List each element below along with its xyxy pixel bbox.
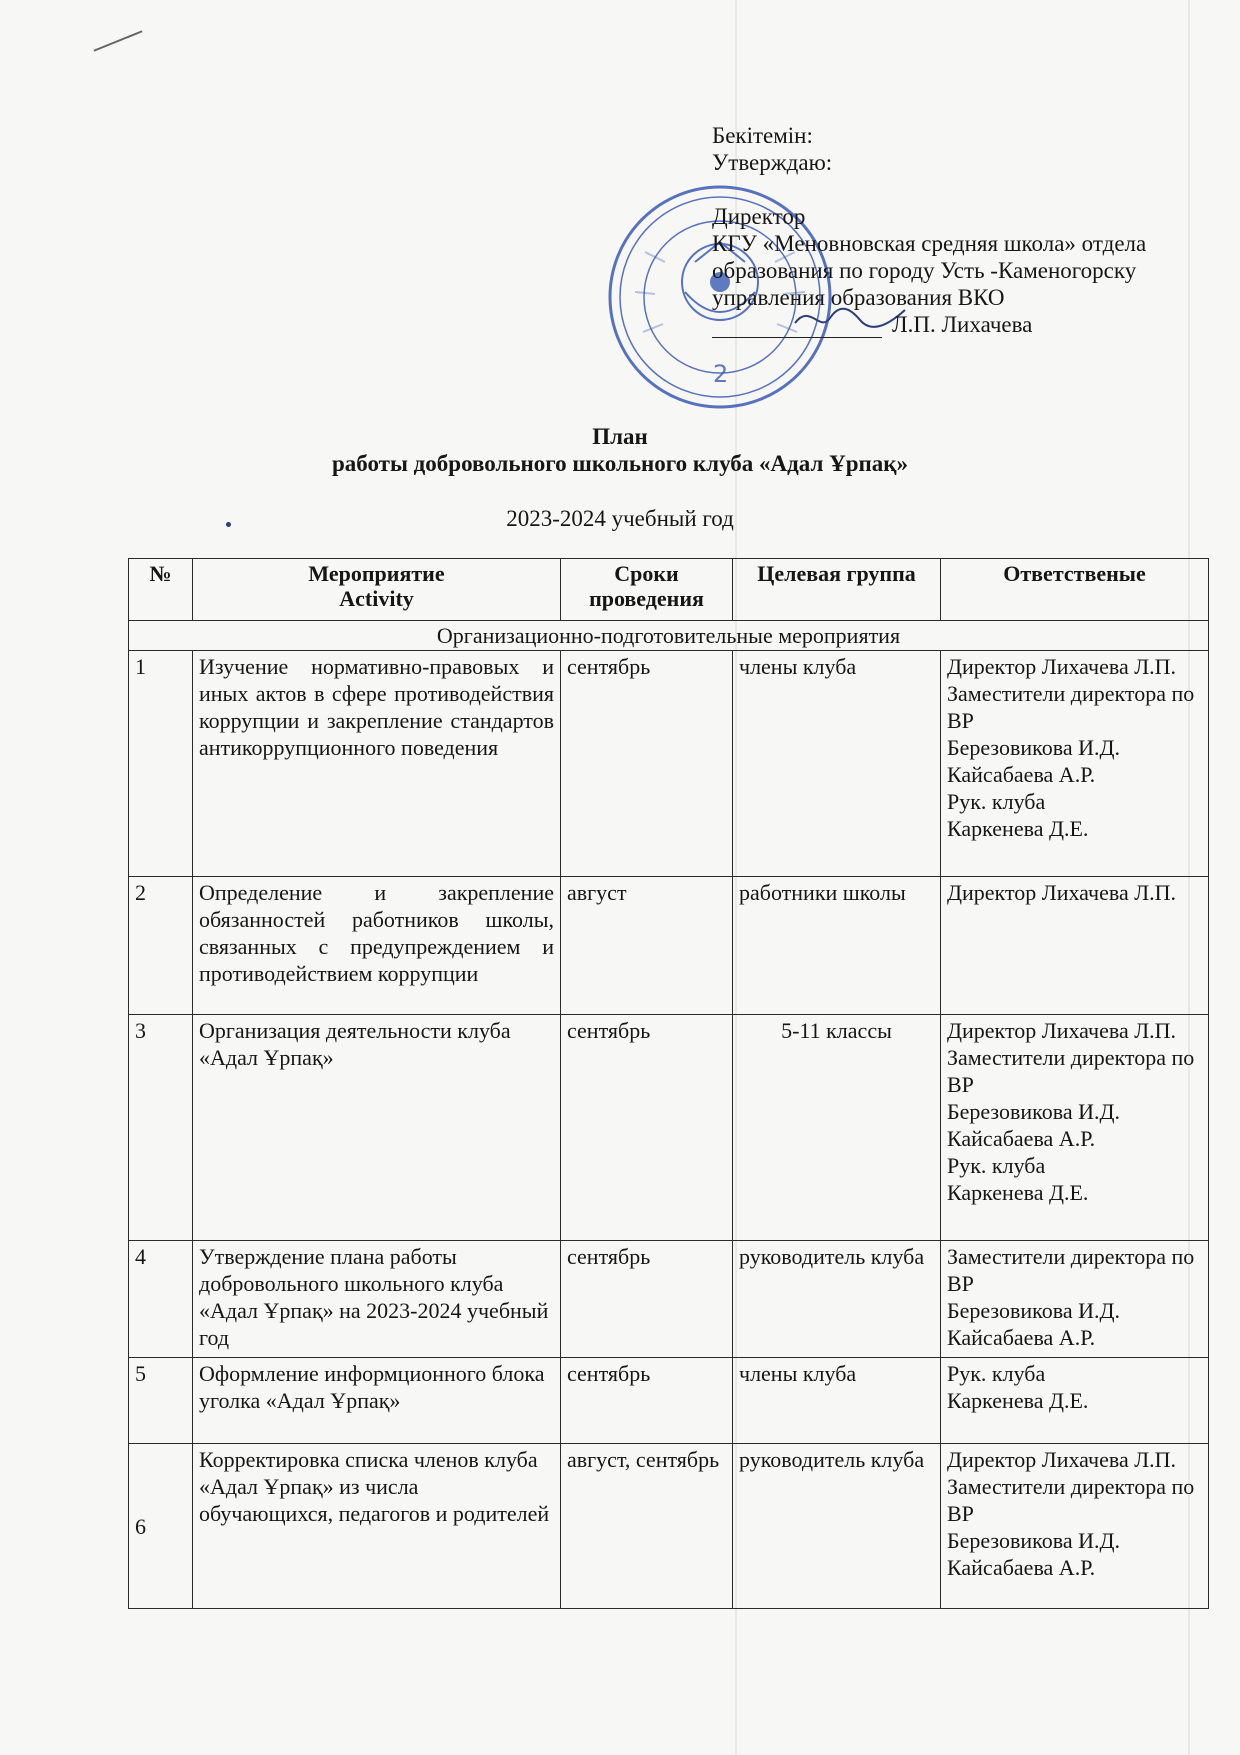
table-header-row	[129, 559, 1209, 621]
responsible-line: Заместители директора по ВР	[947, 681, 1195, 733]
approval-org-line: КГУ «Меновновская средняя школа» отдела	[712, 231, 1147, 256]
row-target: 5-11 классы	[733, 1015, 941, 1241]
responsible-line: Каркенева Д.Е.	[947, 816, 1089, 841]
section-row	[129, 621, 1209, 651]
row-target: члены клуба	[733, 651, 941, 877]
column-header-dates-line: проведения	[589, 586, 704, 611]
row-responsible	[941, 1241, 1209, 1358]
column-header-dates-line: Сроки	[614, 561, 679, 586]
responsible-line: Березовикова И.Д.	[947, 1298, 1120, 1323]
approval-label-kz: Бекітемін:	[712, 123, 813, 148]
row-number: 2	[129, 877, 193, 1015]
responsible-line: Директор Лихачева Л.П.	[947, 880, 1177, 905]
table-row	[129, 1358, 1209, 1444]
responsible-line: Кайсабаева А.Р.	[947, 1325, 1096, 1350]
responsible-line: Заместители директора по ВР	[947, 1045, 1195, 1097]
table-row	[129, 877, 1209, 1015]
row-target: руководитель клуба	[733, 1241, 941, 1358]
row-number: 6	[129, 1444, 193, 1609]
row-dates: сентябрь	[561, 651, 733, 877]
table-row	[129, 651, 1209, 877]
approval-position: Директор	[712, 204, 806, 229]
table-row	[129, 1241, 1209, 1358]
row-dates: сентябрь	[561, 1358, 733, 1444]
responsible-line: Заместители директора по ВР	[947, 1244, 1195, 1296]
responsible-line: Рук. клуба	[947, 1361, 1046, 1386]
row-dates: август	[561, 877, 733, 1015]
responsible-line: Заместители директора по ВР	[947, 1474, 1195, 1526]
column-header-event-en: Activity	[339, 586, 414, 611]
approval-signer: Л.П. Лихачева	[892, 312, 1033, 337]
responsible-line: Березовикова И.Д.	[947, 1099, 1120, 1124]
document-title: План	[592, 424, 648, 449]
column-header-number: №	[129, 559, 193, 621]
academic-year: 2023-2024 учебный год	[506, 506, 734, 531]
approval-block	[712, 122, 1146, 338]
responsible-line: Березовикова И.Д.	[947, 1528, 1120, 1553]
row-dates: сентябрь	[561, 1015, 733, 1241]
section-title: Организационно-подготовительные мероприятия	[129, 621, 1209, 651]
column-header-event	[193, 559, 561, 621]
row-target: работники школы	[733, 877, 941, 1015]
responsible-line: Кайсабаева А.Р.	[947, 1555, 1096, 1580]
row-event: Корректировка списка членов клуба «Адал Ұрпақ» из числа обучающихся, педагогов и родителей	[193, 1444, 561, 1609]
row-target: члены клуба	[733, 1358, 941, 1444]
approval-label-ru: Утверждаю:	[712, 150, 833, 175]
row-number: 4	[129, 1241, 193, 1358]
row-responsible	[941, 1358, 1209, 1444]
column-header-responsible: Ответственые	[941, 559, 1209, 621]
plan-table	[128, 558, 1209, 1609]
row-responsible	[941, 1444, 1209, 1609]
responsible-line: Кайсабаева А.Р.	[947, 762, 1096, 787]
signature-line	[712, 317, 882, 338]
row-number: 3	[129, 1015, 193, 1241]
approval-signer-line	[712, 311, 1146, 338]
responsible-line: Каркенева Д.Е.	[947, 1180, 1089, 1205]
row-dates: сентябрь	[561, 1241, 733, 1358]
responsible-line: Каркенева Д.Е.	[947, 1388, 1089, 1413]
row-number: 1	[129, 651, 193, 877]
svg-text:2: 2	[713, 360, 729, 388]
column-header-dates	[561, 559, 733, 621]
row-event: Оформление информционного блока уголка «Адал Ұрпақ»	[193, 1358, 561, 1444]
row-event: Изучение нормативно-правовых и иных актов в сфере противодействия коррупции и закрепление стандартов антикоррупционного поведения	[193, 651, 561, 877]
row-event: Организация деятельности клуба «Адал Ұрпақ»	[193, 1015, 561, 1241]
row-event: Утверждение плана работы добровольного школьного клуба «Адал Ұрпақ» на 2023-2024 учебный год	[193, 1241, 561, 1358]
approval-org-line: образования по городу Усть -Каменогорску	[712, 258, 1137, 283]
responsible-line: Рук. клуба	[947, 789, 1046, 814]
row-event: Определение и закрепление обязанностей работников школы, связанных с предупреждением и противодействием коррупции	[193, 877, 561, 1015]
table-row	[129, 1444, 1209, 1609]
row-responsible	[941, 877, 1209, 1015]
responsible-line: Рук. клуба	[947, 1153, 1046, 1178]
responsible-line: Директор Лихачева Л.П.	[947, 654, 1177, 679]
responsible-line: Кайсабаева А.Р.	[947, 1126, 1096, 1151]
responsible-line: Березовикова И.Д.	[947, 735, 1120, 760]
row-target: руководитель клуба	[733, 1444, 941, 1609]
column-header-event-ru: Мероприятие	[308, 561, 445, 586]
responsible-line: Директор Лихачева Л.П.	[947, 1447, 1177, 1472]
document-subtitle: работы добровольного школьного клуба «Адал Ұрпақ»	[331, 451, 909, 476]
approval-org-line: управления образования ВКО	[712, 285, 1005, 310]
row-number: 5	[129, 1358, 193, 1444]
row-responsible	[941, 1015, 1209, 1241]
responsible-line: Директор Лихачева Л.П.	[947, 1018, 1177, 1043]
row-dates: август, сентябрь	[561, 1444, 733, 1609]
row-responsible	[941, 651, 1209, 877]
column-header-target: Целевая группа	[733, 559, 941, 621]
table-row	[129, 1015, 1209, 1241]
pen-mark	[94, 30, 143, 51]
